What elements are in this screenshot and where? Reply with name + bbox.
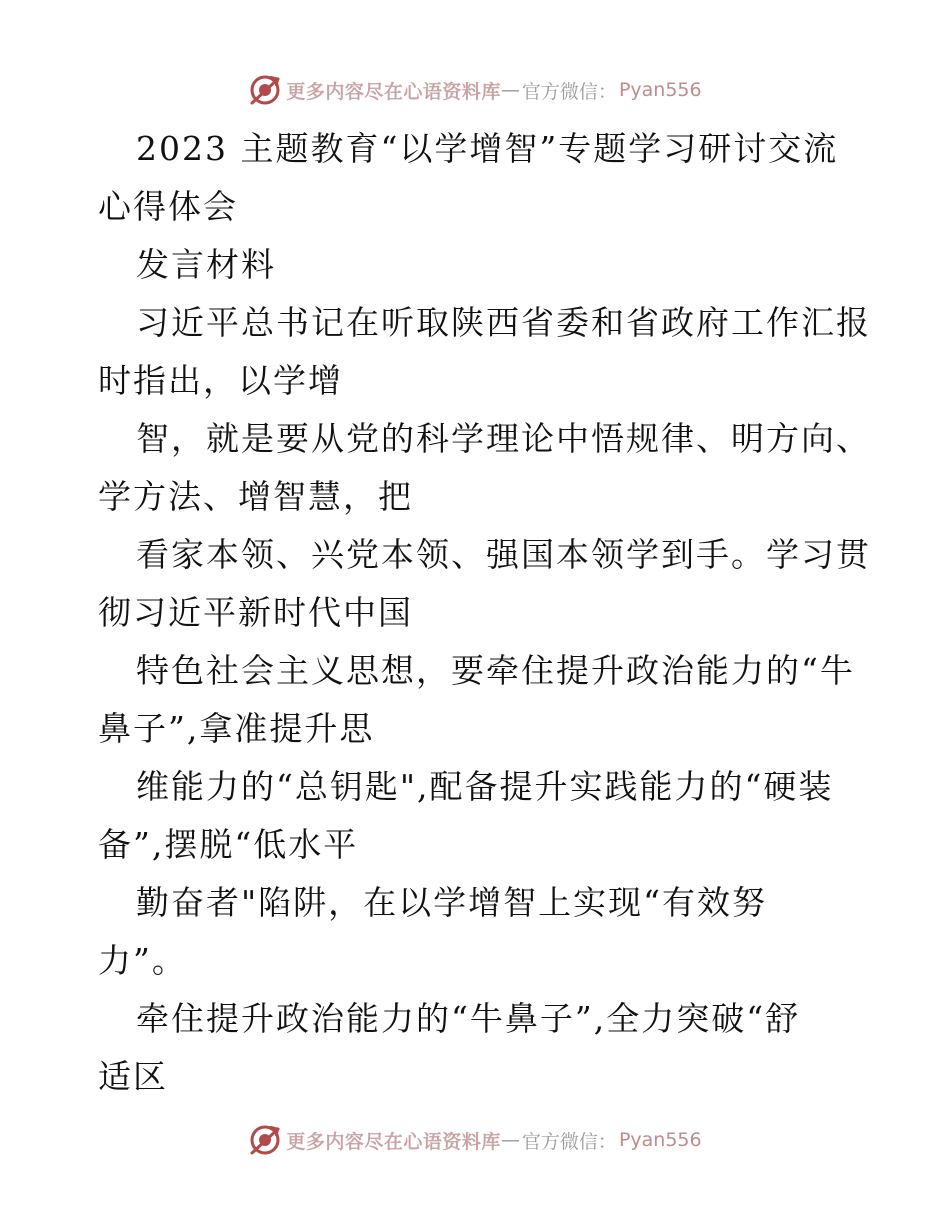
watermark-text: 更多内容尽在心语资料库 <box>286 1130 501 1153</box>
paragraph-line: 智，就是要从党的科学理论中悟规律、明方向、 <box>136 419 871 458</box>
watermark-text: 更多内容尽在心语资料库 <box>286 80 501 103</box>
paragraph-line: 维能力的“总钥匙",配备提升实践能力的“硬装 <box>136 767 834 806</box>
paragraph-line: 时指出，以学增 <box>98 361 343 400</box>
paragraph-line: 看家本领、兴党本领、强国本领学到手。学习贯 <box>136 535 871 574</box>
document-title-line-2: 心得体会 <box>98 187 238 226</box>
watermark-separator: — <box>500 1129 520 1151</box>
pen-logo-icon <box>248 73 282 107</box>
footer-watermark <box>0 1120 950 1160</box>
paragraph-line: 习近平总书记在听取陕西省委和省政府工作汇报 <box>136 303 871 342</box>
pen-logo-icon <box>248 1123 282 1157</box>
paragraph-line: 力”。 <box>98 941 187 980</box>
paragraph-line: 鼻子”,拿准提升思 <box>98 709 375 748</box>
watermark-wechat-id: Pyan556 <box>618 79 702 101</box>
paragraph-line: 学方法、增智慧，把 <box>98 477 413 516</box>
watermark-label: 官方微信： <box>521 80 617 103</box>
paragraph-line: 牵住提升政治能力的“牛鼻子”,全力突破“舒 <box>136 999 801 1038</box>
watermark-label: 官方微信： <box>521 1130 617 1153</box>
paragraph-line: 勤奋者"陷阱，在以学增智上实现“有效努 <box>136 883 768 922</box>
document-title-line-1: 2023 主题教育“以学增智”专题学习研讨交流 <box>136 129 839 168</box>
paragraph-line: 彻习近平新时代中国 <box>98 593 413 632</box>
paragraph-line: 特色社会主义思想，要牵住提升政治能力的“牛 <box>136 651 855 690</box>
watermark-wechat-id: Pyan556 <box>618 1129 702 1151</box>
paragraph-line: 适区 <box>98 1057 168 1096</box>
document-subtitle: 发言材料 <box>136 245 276 284</box>
document-body <box>98 120 871 1106</box>
header-watermark <box>0 70 950 110</box>
paragraph-line: 备”,摆脱“低水平 <box>98 825 359 864</box>
watermark-separator: — <box>500 79 520 101</box>
